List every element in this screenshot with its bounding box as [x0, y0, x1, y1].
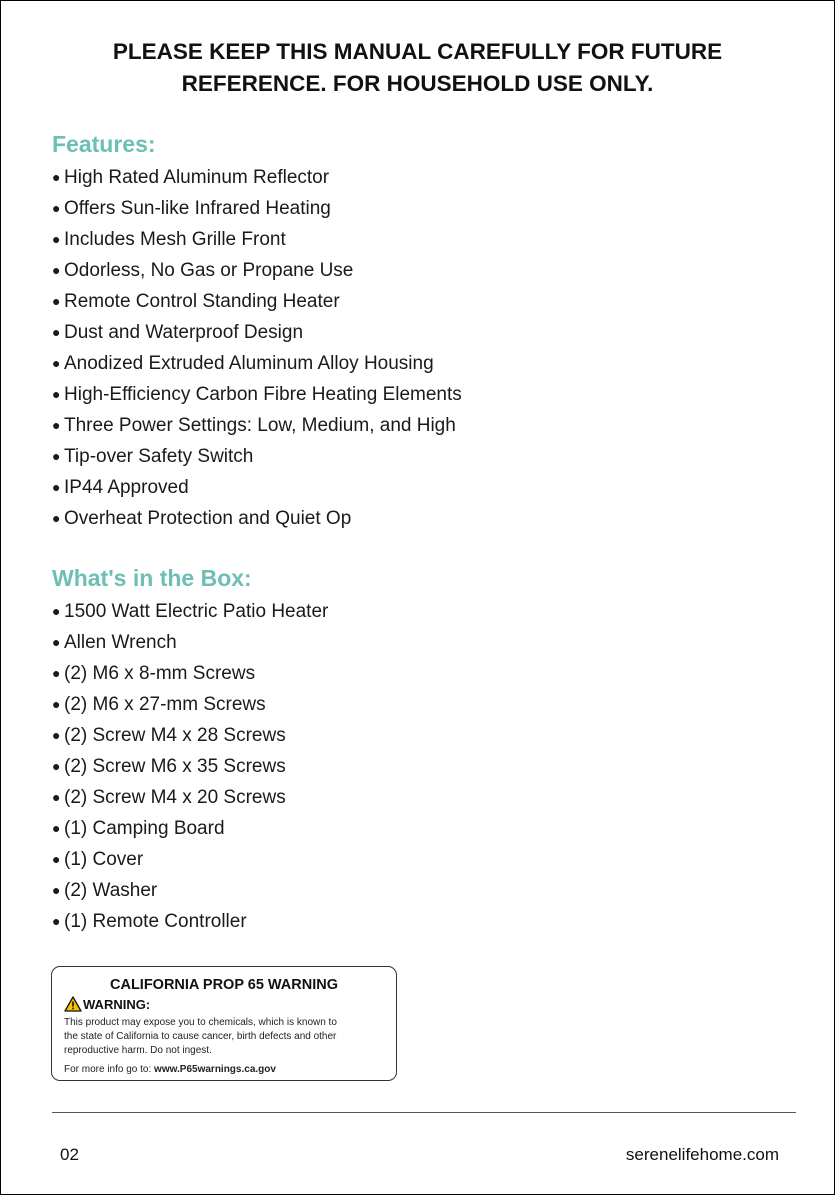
- feature-item-label: Odorless, No Gas or Propane Use: [64, 260, 354, 281]
- bullet-icon: ●: [52, 448, 61, 464]
- box-contents-title: What's in the Box:: [52, 565, 252, 591]
- box-content-item: [52, 813, 328, 844]
- feature-item-label: High Rated Aluminum Reflector: [64, 167, 330, 188]
- bullet-icon: ●: [52, 293, 61, 309]
- box-content-item: [52, 906, 328, 937]
- feature-item-label: Includes Mesh Grille Front: [64, 229, 286, 250]
- bullet-icon: ●: [52, 417, 61, 433]
- box-content-item-label: (1) Camping Board: [64, 818, 225, 839]
- box-contents-list: [52, 596, 328, 937]
- bullet-icon: ●: [52, 510, 61, 526]
- box-content-item: [52, 844, 328, 875]
- box-content-item-label: (1) Cover: [64, 849, 144, 870]
- bullet-icon: ●: [52, 386, 61, 402]
- feature-item-label: Remote Control Standing Heater: [64, 291, 340, 312]
- bullet-icon: ●: [52, 634, 61, 650]
- feature-item: [52, 379, 462, 410]
- box-content-item-label: (2) Washer: [64, 880, 158, 901]
- footer-divider: [52, 1112, 796, 1113]
- feature-item: [52, 224, 462, 255]
- bullet-icon: ●: [52, 200, 61, 216]
- bullet-icon: ●: [52, 479, 61, 495]
- feature-item: [52, 286, 462, 317]
- box-content-item: [52, 875, 328, 906]
- warning-label-row: [64, 995, 384, 1013]
- bullet-icon: ●: [52, 169, 61, 185]
- box-content-item-label: (2) Screw M4 x 28 Screws: [64, 725, 286, 746]
- feature-item-label: Overheat Protection and Quiet Op: [64, 508, 352, 529]
- bullet-icon: ●: [52, 696, 61, 712]
- header-line-2: REFERENCE. FOR HOUSEHOLD USE ONLY.: [181, 71, 654, 96]
- bullet-icon: ●: [52, 727, 61, 743]
- bullet-icon: ●: [52, 758, 61, 774]
- feature-item: [52, 410, 462, 441]
- warning-text-line-3: reproductive harm. Do not ingest.: [64, 1045, 212, 1056]
- feature-item-label: Dust and Waterproof Design: [64, 322, 304, 343]
- box-content-item-label: (2) Screw M4 x 20 Screws: [64, 787, 286, 808]
- box-content-item: [52, 751, 328, 782]
- feature-item-label: IP44 Approved: [64, 477, 189, 498]
- bullet-icon: ●: [52, 789, 61, 805]
- warning-text-line-1: This product may expose you to chemicals, which is known to: [64, 1017, 337, 1028]
- bullet-icon: ●: [52, 603, 61, 619]
- box-content-item-label: (2) M6 x 27-mm Screws: [64, 694, 266, 715]
- bullet-icon: ●: [52, 913, 61, 929]
- box-content-item: [52, 627, 328, 658]
- feature-item-label: Anodized Extruded Aluminum Alloy Housing: [64, 353, 434, 374]
- feature-item-label: High-Efficiency Carbon Fibre Heating Elements: [64, 384, 462, 405]
- website-url: serenelifehome.com: [625, 1145, 779, 1164]
- feature-item: [52, 503, 462, 534]
- feature-item-label: Tip-over Safety Switch: [64, 446, 254, 467]
- feature-item-label: Three Power Settings: Low, Medium, and High: [64, 415, 456, 436]
- bullet-icon: ●: [52, 324, 61, 340]
- prop65-warning-box: [51, 966, 397, 1081]
- box-content-item: [52, 658, 328, 689]
- header-line-1: PLEASE KEEP THIS MANUAL CAREFULLY FOR FUTURE: [112, 39, 723, 64]
- bullet-icon: ●: [52, 262, 61, 278]
- bullet-icon: ●: [52, 355, 61, 371]
- box-content-item: [52, 782, 328, 813]
- feature-item: [52, 193, 462, 224]
- feature-item: [52, 472, 462, 503]
- feature-item: [52, 348, 462, 379]
- warning-info-link[interactable]: www.P65warnings.ca.gov: [154, 1064, 276, 1075]
- box-content-item: [52, 720, 328, 751]
- warning-text-line-2: the state of California to cause cancer, birth defects and other: [64, 1031, 337, 1042]
- feature-item: [52, 255, 462, 286]
- warning-label: WARNING:: [83, 996, 151, 1012]
- feature-item: [52, 317, 462, 348]
- box-content-item: [52, 689, 328, 720]
- warning-triangle-icon: [64, 996, 82, 1012]
- bullet-icon: ●: [52, 882, 61, 898]
- box-content-item: [52, 596, 328, 627]
- page-header: [0, 36, 835, 100]
- warning-title: CALIFORNIA PROP 65 WARNING: [110, 977, 338, 993]
- bullet-icon: ●: [52, 231, 61, 247]
- feature-item-label: Offers Sun-like Infrared Heating: [64, 198, 331, 219]
- warning-text: [64, 1016, 384, 1058]
- bullet-icon: ●: [52, 665, 61, 681]
- features-list: [52, 162, 462, 534]
- warning-info-prefix: For more info go to:: [64, 1064, 155, 1075]
- feature-item: [52, 162, 462, 193]
- bullet-icon: ●: [52, 851, 61, 867]
- feature-item: [52, 441, 462, 472]
- box-content-item-label: (1) Remote Controller: [64, 911, 247, 932]
- bullet-icon: ●: [52, 820, 61, 836]
- box-content-item-label: (2) Screw M6 x 35 Screws: [64, 756, 286, 777]
- features-title: Features:: [52, 131, 156, 157]
- box-content-item-label: (2) M6 x 8-mm Screws: [64, 663, 256, 684]
- warning-info: [64, 1063, 384, 1077]
- box-content-item-label: 1500 Watt Electric Patio Heater: [64, 601, 329, 622]
- box-content-item-label: Allen Wrench: [64, 632, 177, 653]
- page-number: 02: [60, 1145, 79, 1164]
